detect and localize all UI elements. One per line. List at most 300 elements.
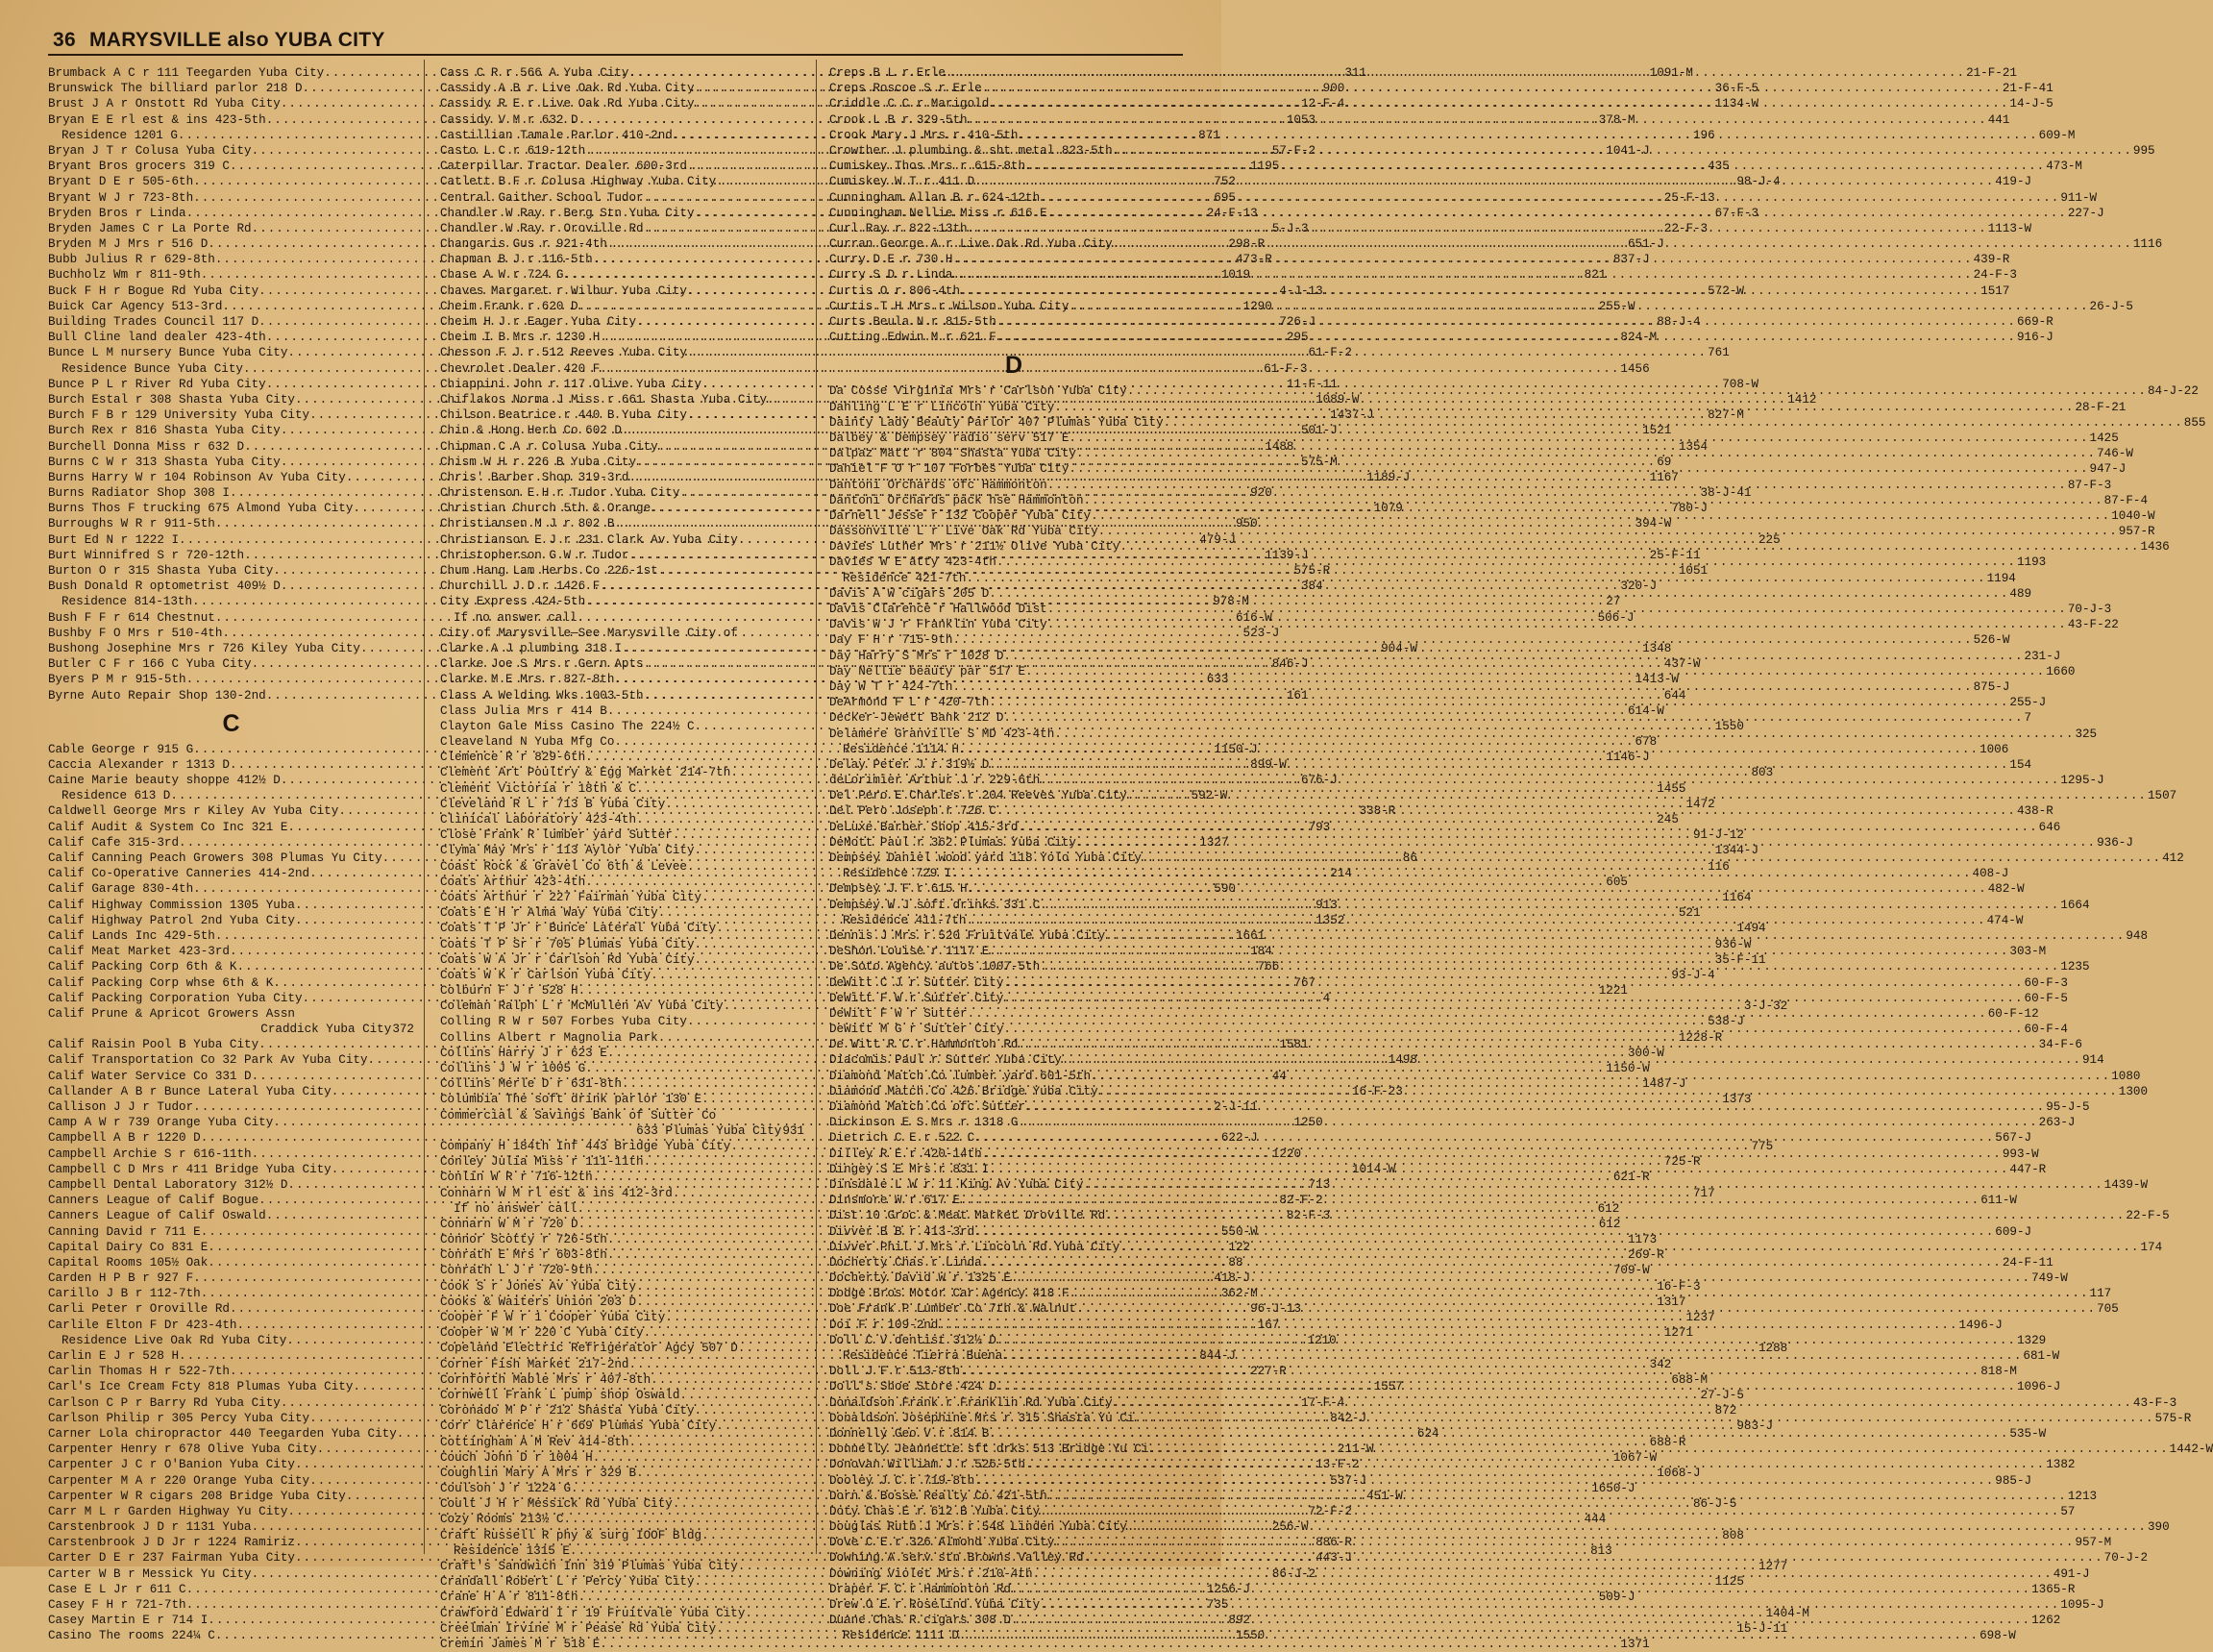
phone-number: 821 (1584, 268, 1607, 283)
dot-leader (989, 1426, 2008, 1442)
dot-leader (1098, 524, 2118, 539)
dot-leader (1091, 1069, 2110, 1084)
listing-name: Creps B L r Erle (829, 66, 946, 80)
listing-name: Draper F C r Hammonton Rd (829, 1582, 1011, 1596)
phone-number: 320-J (1620, 579, 1658, 594)
listing-name: Chism W H r 226 B Yuba City (440, 455, 637, 469)
listing-name: Burns C W r 313 Shasta Yuba City (48, 455, 281, 469)
listing-name: Conley Julia Miss r 111-11th (440, 1155, 644, 1170)
phone-number: 167 (1257, 1318, 1280, 1332)
phone-number: 837-J (1612, 253, 1650, 267)
listing-name: Chilson Beatrice r 440 B Yuba City (440, 408, 687, 423)
dot-leader (982, 81, 2002, 96)
listing-name: Cooper W M r 220 C Yuba City (440, 1326, 644, 1341)
phone-number: 473-M (2046, 160, 2082, 174)
listing-name: Residence 421-7th (843, 571, 967, 585)
phone-number: 93-J-4 (1671, 968, 1715, 982)
listing-name: Canners League of Calif Bogue (48, 1194, 259, 1208)
listing-name: Bunce L M nursery Bunce Yuba City (48, 346, 288, 360)
phone-number: 378-M (1598, 112, 1635, 127)
listing-name: Brunswick The billiard parlor 218 D (48, 82, 303, 96)
listing-name: City Express 424-5th (440, 595, 586, 609)
phone-number: 22-F-3 (1663, 221, 1709, 235)
dot-leader (1003, 1022, 2023, 1037)
listing-name: Coughlin Mary A Mrs r 329 B (440, 1466, 637, 1480)
listing-name: Capital Rooms 105½ Oak (48, 1255, 209, 1270)
phone-number: 1455 (1657, 781, 1686, 796)
phone-number: 1116 (2132, 237, 2163, 252)
phone-number: 1521 (1642, 424, 1672, 438)
listing-name: Dainty Lady Beauty Parlor 407 Plumas Yuba City (829, 415, 1164, 430)
listing-name: Curl Ray r 822-13th (829, 221, 968, 235)
listing-name: Dempsey W J soft drinks 331 C (829, 898, 1041, 912)
phone-number: 269-R (1627, 1248, 1664, 1263)
phone-number: 3-J-32 (1743, 999, 1788, 1014)
dot-leader (1054, 727, 2074, 742)
listing-name: Conlin W R r 716-12th (440, 1171, 593, 1185)
phone-number: 24-F-11 (2002, 1255, 2053, 1270)
phone-number: 87-F-3 (2067, 478, 2112, 492)
listing-name: Christenson E H r Tudor Yuba City (440, 486, 680, 501)
listing-name: Divver B B r 413-3rd (829, 1224, 975, 1239)
phone-number: 766 (1257, 960, 1280, 974)
dot-leader (982, 1147, 2002, 1162)
listing-name: Camp A W r 739 Orange Yuba City (48, 1116, 274, 1130)
phone-number: 1352 (1316, 913, 1345, 927)
listing-name: Class Julia Mrs r 414 B (440, 703, 607, 718)
phone-number: 752 (1214, 175, 1236, 189)
listing-name: Coleman Ralph L r McMullen Av Yuba City (440, 999, 724, 1014)
listing-name: Crook Mary J Mrs r 410-5th (829, 128, 1019, 142)
dot-leader (966, 913, 1985, 928)
page-header (53, 29, 385, 52)
phone-number: 688-R (1649, 1435, 1686, 1449)
phone-number: 957-R (2118, 525, 2155, 539)
phone-number: 808 (1722, 1528, 1744, 1542)
listing-name: DeWitt F W r Sutter City (829, 991, 1004, 1005)
dot-leader (1069, 299, 2088, 314)
listing-name: Criddle C C r Marigold (829, 97, 990, 111)
phone-number: 67-F-3 (1714, 206, 1759, 220)
listing-name: Chiflakos Norma J Miss r 661 Shasta Yuba City (440, 392, 768, 407)
phone-number: 184 (1250, 945, 1272, 959)
listing-name: Coats W A Jr r Carlson Rd Yuba City (440, 952, 695, 967)
phone-number: 35-F-11 (1714, 952, 1766, 967)
dot-leader (1069, 431, 2088, 446)
phone-number: 678 (1635, 735, 1658, 750)
listing-name: Coats Arthur 423-4th (440, 875, 586, 889)
listing-name: DeLuxe Barber Shop 415-3rd (829, 820, 1019, 834)
phone-number: 1437-J (1330, 408, 1374, 423)
listing-name: Calif Water Service Co 331 D (48, 1069, 252, 1083)
listing-entry (440, 1123, 804, 1139)
phone-number: 914 (2081, 1053, 2104, 1068)
phone-number: 384 (1300, 579, 1323, 594)
phone-number: 501-J (1300, 424, 1338, 438)
phone-number: 1650-J (1591, 1482, 1635, 1496)
dot-leader (1025, 1099, 2045, 1115)
listing-name: Cable George r 915 G (48, 742, 194, 756)
listing-name: Calif Packing Corporation Yuba City (48, 991, 303, 1005)
listing-name: Curtis O r 806-4th (829, 284, 961, 298)
listing-name: Cooks & Waiters Union 203 D (440, 1294, 637, 1309)
phone-number: 1317 (1657, 1294, 1686, 1309)
listing-name: Burton O r 315 Shasta Yuba City (48, 564, 274, 578)
listing-name: Collins Albert r Magnolia Park (440, 1030, 658, 1045)
dot-leader (1025, 159, 2045, 174)
listing-name: Bryan J T r Colusa Yuba City (48, 143, 252, 158)
phone-number: 669-R (2016, 315, 2053, 329)
listing-name: Chapman B J r 116-5th (440, 253, 593, 267)
phone-number: 575-M (1300, 455, 1338, 469)
phone-number: 1089-W (1316, 392, 1360, 407)
phone-number: 709-W (1612, 1264, 1650, 1278)
dot-leader (1076, 1301, 2096, 1317)
phone-number: 1371 (1620, 1637, 1650, 1651)
phone-number: 231-J (2024, 649, 2061, 663)
phone-number: 479-J (1199, 532, 1236, 547)
listing-name: Calif Audit & System Co Inc 321 E (48, 820, 288, 834)
dot-leader (1003, 975, 2023, 991)
phone-number: 538-J (1708, 1015, 1744, 1029)
dot-leader (1033, 1566, 2053, 1582)
listing-name: Residence 1315 E (454, 1543, 570, 1558)
listing-name: Day Nellie beauty par 517 E (829, 664, 1026, 678)
phone-number: 1488 (1265, 439, 1294, 454)
phone-number: 16-F-3 (1657, 1279, 1701, 1294)
dot-leader (1054, 400, 2074, 415)
listing-entry (48, 1006, 414, 1022)
dot-leader (959, 1628, 1979, 1643)
phone-number: 1507 (2148, 789, 2177, 803)
phone-number: 985-J (1995, 1473, 2032, 1488)
page-number: 36 (53, 29, 76, 51)
listing-name: Curry D E r 730 H (829, 253, 953, 267)
section-letter: D (1004, 352, 1023, 380)
phone-number: 21-F-41 (2002, 82, 2053, 96)
phone-number: 1550 (1714, 719, 1744, 733)
phone-number: 98-J-4 (1736, 175, 1781, 189)
listing-name: Burns Thos F trucking 675 Almond Yuba City (48, 502, 354, 516)
phone-number: 84-J-22 (2148, 384, 2199, 399)
listing-name: Conrath L J r 720-9th (440, 1264, 593, 1278)
phone-number: 950 (1235, 517, 1258, 531)
listing-name: Residence 1111 D (843, 1629, 959, 1643)
phone-number: 1664 (2060, 898, 2090, 912)
phone-number: 372 (392, 1023, 414, 1037)
phone-number: 1256-J (1206, 1582, 1251, 1596)
phone-number: 827-M (1708, 408, 1744, 423)
phone-number: 444 (1584, 1513, 1607, 1527)
listing-name: Byrne Auto Repair Shop 130-2nd (48, 688, 266, 703)
dot-leader (966, 571, 1985, 586)
listing-name: Dodge Bros Motor Car Agency 418 F (829, 1287, 1070, 1301)
phone-number: 1150-J (1214, 742, 1258, 756)
phone-number: 892 (1228, 1614, 1251, 1628)
phone-number: 443-J (1316, 1551, 1352, 1566)
listing-name: Carl's Ice Cream Fcty 818 Plumas Yuba City (48, 1380, 354, 1394)
dot-leader (959, 742, 1979, 757)
phone-number: 214 (1330, 867, 1352, 881)
phone-number: 1067-W (1612, 1450, 1658, 1465)
listing-name: DeWitt F W r Sutter (829, 1006, 968, 1021)
phone-number: 1220 (1271, 1147, 1301, 1161)
dot-leader (1011, 1582, 2030, 1597)
listing-name: Calif Highway Patrol 2nd Yuba City (48, 913, 295, 927)
dot-leader (1040, 898, 2059, 913)
listing-name: Carli Peter r Oroville Rd (48, 1302, 230, 1317)
listing-name: Residence Bunce Yuba City (61, 361, 243, 376)
listing-name: Burns Harry W r 104 Robinson Av Yuba City (48, 470, 346, 484)
phone-number: 1167 (1649, 470, 1679, 484)
phone-number: 418-J (1214, 1271, 1251, 1286)
listing-name: Chase A W r 724 G (440, 268, 564, 283)
listing-name: Craft Russell R phy & surg IOOF Bldg (440, 1528, 702, 1542)
listing-name: Carter W B r Messick Yu City (48, 1566, 252, 1581)
phone-number: 995 (2132, 143, 2155, 158)
phone-number: 726-J (1279, 315, 1316, 329)
phone-number: 1173 (1627, 1233, 1658, 1247)
listing-entry (829, 649, 2061, 664)
listing-name: Doll J F r 513-8th (829, 1365, 961, 1379)
dot-leader (968, 221, 1987, 236)
phone-number: 633 (1206, 673, 1229, 687)
dot-leader (1119, 539, 2139, 555)
dot-leader (996, 330, 2016, 345)
listing-name: Case E L Jr r 611 C (48, 1582, 186, 1596)
dot-leader (1047, 478, 2067, 493)
listing-name: Docherty David W r 1325 E (829, 1271, 1011, 1286)
phone-number: 1550 (1235, 1629, 1266, 1643)
listing-name: Crook L B r 329-5th (829, 112, 968, 127)
phone-number: 916-J (2016, 331, 2053, 345)
phone-number: 612 (1597, 1201, 1620, 1216)
dot-leader (1019, 1115, 2038, 1130)
phone-number: 1517 (1980, 284, 2010, 298)
listing-name: Coats T P Sr r 705 Plumas Yuba City (440, 937, 695, 951)
listing-name: Calif Meat Market 423-3rd (48, 945, 230, 959)
phone-number: 1661 (1235, 928, 1266, 943)
phone-number: 616-W (1235, 610, 1272, 625)
listing-name: Cozy Rooms 213½ C (440, 1513, 564, 1527)
dot-leader (1091, 508, 2110, 524)
listing-name: Casto L C r 619-12th (440, 143, 586, 158)
listing-name: Divver Phil J Mrs r Lincoln Rd Yuba City (829, 1240, 1120, 1254)
listing-name: Doe Frank P Lumber Co 7th & Walnut (829, 1302, 1076, 1317)
phone-number: 451-W (1366, 1489, 1403, 1503)
dot-leader (974, 1130, 1994, 1146)
phone-number: 575-R (1293, 564, 1331, 578)
listing-name: Crowther J plumbing & sht metal 823-5th (829, 143, 1113, 158)
phone-number: 521 (1678, 906, 1701, 921)
listing-name: Castillian Tamale Parlor 410-2nd (440, 128, 673, 142)
phone-number: 34-F-6 (2038, 1038, 2082, 1052)
listing-name: Dist 10 Groc & Meat Market Oroville Rd (829, 1209, 1106, 1223)
phone-number: 489 (2009, 586, 2032, 601)
listing-name: Curry S D r Linda (829, 268, 953, 283)
dot-leader (1047, 602, 2067, 617)
phone-number: 245 (1657, 813, 1679, 826)
dot-leader (1019, 128, 2038, 143)
listing-name: Dalpaz Matt r 804 Shasta Yuba City (829, 447, 1076, 461)
listing-name: Davies W E atty 423-4th (829, 555, 996, 570)
listing-name: Campbell C D Mrs r 411 Bridge Yuba City (48, 1162, 332, 1176)
phone-number: 60-F-5 (2024, 991, 2068, 1005)
phone-number: 36-F-5 (1714, 82, 1759, 96)
listing-name: Corner Fish Market 217-2nd (440, 1357, 629, 1371)
phone-number: 609-M (2038, 128, 2076, 142)
phone-number: 26-J-5 (2089, 299, 2133, 313)
phone-number: 1439-W (2103, 1177, 2149, 1192)
dot-leader (982, 1255, 2002, 1270)
phone-number: 60-F-4 (2024, 1023, 2068, 1037)
listing-name: Diamond Match Co lumber yard 601-5th (829, 1069, 1092, 1083)
phone-number: 1660 (2046, 664, 2076, 678)
phone-number: 1250 (1293, 1116, 1323, 1130)
phone-number: 4 (1322, 991, 1331, 1005)
listing-name: Dorn & Bosse Realty Co 421-5th (829, 1489, 1047, 1503)
listing-name: Donovan William J r 526-5th (829, 1458, 1026, 1472)
phone-number: 13-F-2 (1316, 1458, 1360, 1472)
listing-name: Carlile Elton F Dr 423-4th (48, 1318, 237, 1332)
listing-name: Chris' Barber Shop 319-3rd (440, 470, 629, 484)
listing-name: Casino The rooms 224¼ C (48, 1629, 215, 1643)
listing-name: Coronado M P r 212 Shasta Yuba City (440, 1404, 695, 1418)
listing-name: Dantoni Orchards ofc Hammonton (829, 478, 1047, 492)
listing-name: DeWitt C J r Sutter City (829, 975, 1004, 990)
listing-name: Collins Harry J r 623 E (440, 1046, 607, 1060)
listing-name: Dalbey & Dempsey radio serv 517 E (829, 431, 1070, 445)
phone-number: 708-W (1722, 377, 1759, 391)
phone-number: 767 (1293, 975, 1316, 990)
phone-number: 60-F-3 (2024, 975, 2068, 990)
listing-name: Calif Packing Corp 6th & K (48, 960, 237, 974)
phone-number: 1290 (1242, 299, 1272, 313)
listing-name: Coats E H r Alma Way Yuba City (440, 906, 658, 921)
listing-name: Caterpillar Tractor Dealer 600-3rd (440, 160, 687, 174)
listing-name: Chum Hang Lam Herbs Co 226-1st (440, 564, 658, 578)
phone-number: 1040-W (2111, 508, 2155, 523)
listing-name: Douglas Ruth J Mrs r 548 Linden Yuba City (829, 1520, 1127, 1535)
listing-name: Creps Roscoe S r Erle (829, 82, 982, 96)
listing-name: Curran George A r Live Oak Rd Yuba City (829, 237, 1113, 252)
phone-number: 705 (2097, 1302, 2119, 1317)
phone-number: 775 (1751, 1139, 1774, 1153)
listing-name: Dingey S E Mrs r 831 I (829, 1162, 990, 1176)
dot-leader (1040, 773, 2059, 788)
listing-name: Coast Rock & Gravel Co 6th & Levee (440, 859, 687, 874)
listing-name: Burt Winnifred S r 720-12th (48, 548, 245, 562)
listing-name: Clinical Laboratory 423-4th (440, 813, 637, 826)
listing-name: Changaris Gus r 921-4th (440, 237, 607, 252)
phone-number: 1053 (1286, 112, 1316, 127)
phone-number: 7 (2024, 711, 2032, 726)
page-title: MARYSVILLE also YUBA CITY (88, 29, 385, 51)
listing-name: Burt Ed N r 1222 I (48, 532, 180, 547)
dot-leader (1105, 928, 2125, 944)
phone-number: 931 (782, 1123, 804, 1138)
listing-name: Clarke Joe S Mrs r Gern Apts (440, 657, 644, 672)
dot-leader (1054, 1535, 2074, 1550)
dot-leader (1134, 1411, 2153, 1426)
phone-number: 11-F-11 (1286, 377, 1338, 391)
phone-number: 412 (2162, 851, 2184, 865)
listing-name: Dinsmore W r 617 E (829, 1194, 961, 1208)
listing-name: Donnelly Geo V r 814 B (829, 1426, 990, 1441)
listing-name: Chiappini John r 117 Olive Yuba City (440, 377, 702, 391)
listing-entry (829, 400, 2127, 415)
listing-name: Canning David r 711 E (48, 1224, 201, 1239)
listing-name: Clayton Gale Miss Casino The 224½ C (440, 719, 695, 733)
listing-entry (48, 1022, 414, 1037)
phone-number: 506-J (1597, 610, 1635, 625)
listing-name: Couch John D r 1004 H (440, 1450, 593, 1465)
listing-name: Diamond Match Co 426 Bridge Yuba City (829, 1084, 1098, 1098)
phone-number: 1139-J (1265, 548, 1309, 562)
phone-number: 1134-W (1714, 97, 1759, 111)
listing-name: Collins Merle D r 631-8th (440, 1077, 622, 1092)
phone-number: 575-R (2154, 1411, 2192, 1425)
listing-name: Cottingham A M Rev 414-8th (440, 1435, 629, 1449)
phone-number: 311 (1344, 66, 1367, 80)
listing-name: Cornwell Frank L pump shop Oswald (440, 1388, 680, 1402)
listing-name: Crandall Robert L r Percy Yuba City (440, 1575, 695, 1590)
dot-leader (989, 96, 2008, 111)
listing-name: Corr Clarence H r 669 Plumas Yuba City (440, 1419, 717, 1434)
phone-number: 1113-W (1987, 221, 2032, 235)
phone-number: 86-J-5 (1692, 1497, 1737, 1512)
listing-entry (829, 727, 2098, 742)
phone-number: 38-J-41 (1700, 486, 1752, 501)
listing-name: Day F H r 715-9th (829, 633, 953, 648)
listing-name: Diacomis Paul r Sutter Yuba City (829, 1053, 1062, 1068)
listing-name: Conrath E Mrs r 603-8th (440, 1248, 607, 1263)
phone-number: 904-W (1381, 641, 1417, 655)
listing-name: Cleveland R L r 713 B Yuba City (440, 797, 666, 811)
phone-number: 438-R (2016, 804, 2053, 819)
phone-number: 1456 (1620, 361, 1650, 376)
dot-leader (1084, 493, 2103, 508)
listing-name: deLorimier Arthur J r 229-6th (829, 774, 1041, 788)
dot-leader (938, 1318, 1957, 1333)
listing-name: Day W T r 424-7th (829, 679, 953, 694)
phone-number: 1091-M (1649, 66, 1693, 80)
dot-leader (989, 944, 2008, 959)
listing-name: Dempsey J F r 615 H (829, 882, 968, 897)
dot-leader (974, 174, 1994, 189)
listing-name: Christopherson G W r Tudor (440, 548, 629, 562)
phone-number: 780-J (1671, 502, 1709, 516)
listing-name: Christianson E J r 231 Clark Av Yuba City (440, 532, 738, 547)
header-rule (48, 54, 1183, 56)
phone-number: 605 (1606, 875, 1628, 889)
listing-name: Bush Donald R optometrist 409½ D (48, 579, 281, 594)
listing-name: Curts Beula N r 815-5th (829, 315, 996, 329)
listing-name: Delamere Granville S MD 423-4th (829, 727, 1055, 741)
listing-name: Carlson C P r Barry Rd Yuba City (48, 1395, 281, 1410)
phone-number: 27 (1606, 595, 1621, 609)
listing-name: Campbell Dental Laboratory 312½ D (48, 1177, 288, 1192)
phone-number: 295 (1286, 331, 1309, 345)
listing-name: Dietrich C E r 522 C (829, 1131, 975, 1146)
phone-number: 1068-J (1657, 1466, 1701, 1480)
phone-number: 1125 (1714, 1575, 1744, 1590)
listing-name: Chesson F J r 512 Reeves Yuba City (440, 346, 687, 360)
phone-number: 174 (2140, 1240, 2163, 1254)
phone-number: 1354 (1678, 439, 1709, 454)
listing-entry (440, 1108, 804, 1123)
listing-name: Residence 729 I (843, 867, 952, 881)
